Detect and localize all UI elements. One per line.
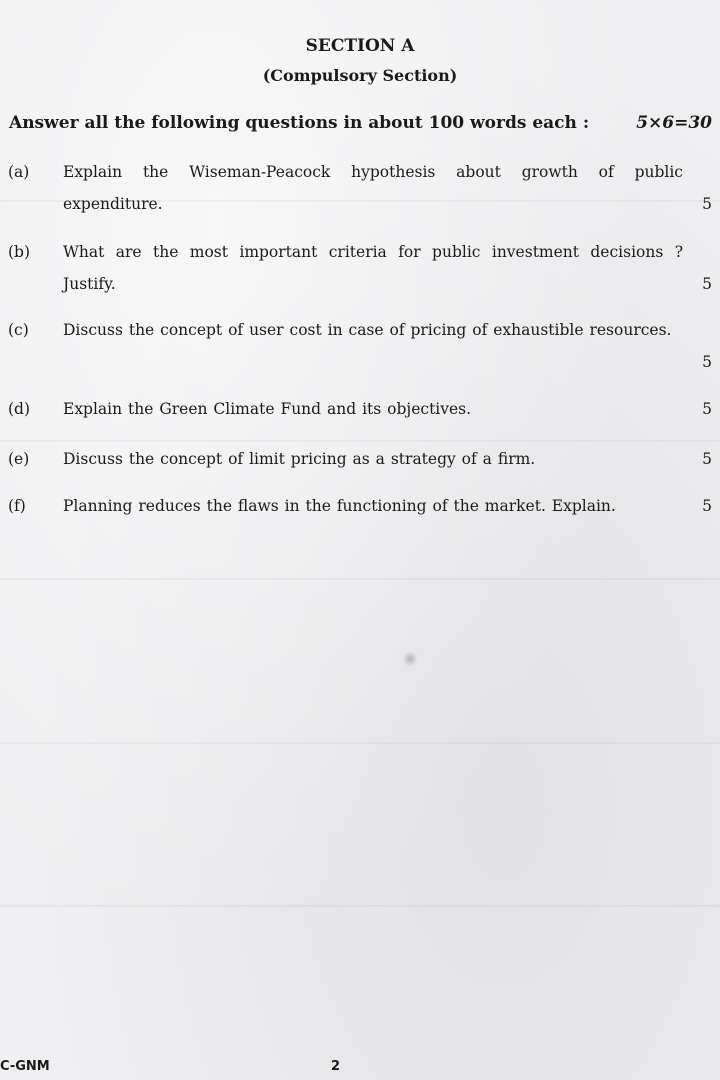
- question-label: (a): [8, 163, 30, 181]
- bleed-through-line: [0, 440, 720, 442]
- page-number: 2: [331, 1059, 341, 1074]
- question-marks: 5: [702, 353, 712, 371]
- question-item: [0, 314, 720, 378]
- question-text: What are the most important criteria for public investment decisions ? Justify.: [63, 243, 683, 293]
- question-text: Discuss the concept of limit pricing as a strategy of a firm.: [63, 450, 536, 468]
- bleed-through-line: [0, 742, 720, 744]
- question-item: [0, 236, 720, 300]
- question-marks: 5: [702, 450, 712, 468]
- total-marks: 5×6=30: [636, 113, 712, 133]
- section-subtitle: (Compulsory Section): [262, 66, 458, 85]
- bleed-through-line: [0, 578, 720, 580]
- instruction-text: Answer all the following questions in about 100 words each :: [9, 113, 590, 133]
- paper-code: C-GNM: [0, 1059, 50, 1074]
- question-marks: 5: [702, 275, 712, 293]
- question-item: [0, 393, 720, 425]
- ink-smudge: [402, 651, 418, 667]
- question-marks: 5: [702, 497, 712, 515]
- question-text: Explain the Green Climate Fund and its objectives.: [63, 400, 472, 418]
- question-label: (f): [8, 497, 26, 515]
- question-text: Planning reduces the flaws in the functioning of the market. Explain.: [63, 497, 616, 515]
- instruction-line: [9, 113, 712, 133]
- question-item: [0, 156, 720, 220]
- question-marks: 5: [702, 400, 712, 418]
- question-text: Discuss the concept of user cost in case of pricing of exhaustible resources.: [63, 321, 672, 339]
- question-label: (d): [8, 400, 31, 418]
- question-label: (e): [8, 450, 30, 468]
- bleed-through-line: [0, 905, 720, 907]
- question-label: (b): [8, 243, 31, 261]
- question-item: [0, 443, 720, 475]
- question-text: Explain the Wiseman-Peacock hypothesis about growth of public expenditure.: [63, 163, 683, 213]
- section-title: SECTION A: [305, 36, 415, 56]
- question-item: [0, 490, 720, 522]
- question-label: (c): [8, 321, 29, 339]
- question-marks: 5: [702, 195, 712, 213]
